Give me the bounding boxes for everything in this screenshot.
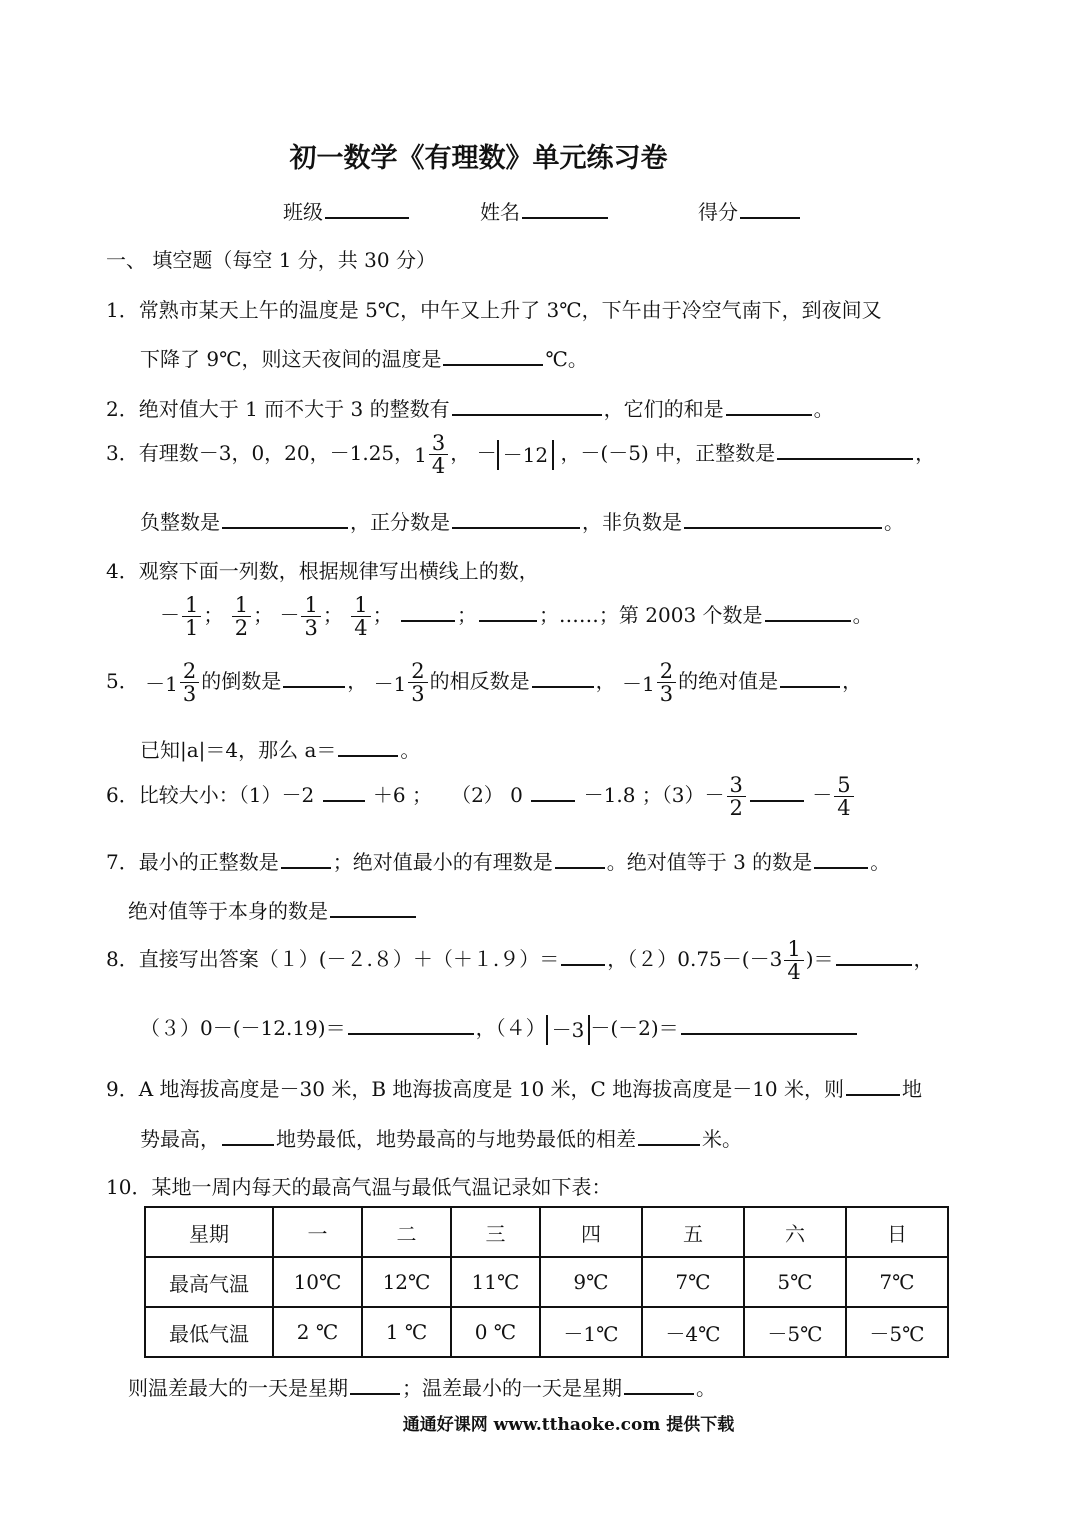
question-6: 6．比较大小：（1）－2 ＋6 ； （2） 0 －1.8 ；（3）－ $\frac{3}{2}$ － $\frac{5}{4}$ bbox=[106, 774, 856, 819]
answer-blank[interactable] bbox=[531, 782, 575, 802]
answer-blank[interactable] bbox=[814, 849, 868, 869]
question-7-line-1: 7．最小的正整数是 ；绝对值最小的有理数是 。绝对值等于 3 的数是 。 bbox=[106, 850, 891, 874]
table-row bbox=[145, 1307, 948, 1357]
answer-blank[interactable] bbox=[777, 440, 913, 460]
answer-blank[interactable] bbox=[281, 849, 331, 869]
table-cell: 5℃ bbox=[744, 1257, 846, 1307]
answer-blank[interactable] bbox=[401, 602, 455, 622]
mixed-number: 1 $\frac{3}{4}$ bbox=[414, 432, 450, 477]
answer-blank[interactable] bbox=[780, 668, 840, 688]
question-5-line-2: 已知|a|＝4，那么 a＝ 。 bbox=[140, 738, 421, 762]
answer-blank[interactable] bbox=[846, 1076, 900, 1096]
answer-blank[interactable] bbox=[348, 1015, 474, 1035]
answer-blank[interactable] bbox=[681, 1015, 857, 1035]
table-cell: －5℃ bbox=[744, 1307, 846, 1357]
table-cell: 9℃ bbox=[540, 1257, 642, 1307]
answer-blank[interactable] bbox=[638, 1126, 700, 1146]
question-1-line-1: 1．常熟市某天上午的温度是 5℃，中午又上升了 3℃，下午由于冷空气南下，到夜间又 bbox=[106, 298, 882, 322]
table-cell: 日 bbox=[846, 1207, 948, 1257]
table-cell: 二 bbox=[362, 1207, 451, 1257]
fraction: $\frac{1}{2}$ bbox=[232, 594, 251, 639]
mixed-number: －1 $\frac{2}{3}$ bbox=[622, 660, 678, 705]
table-cell: 11℃ bbox=[451, 1257, 540, 1307]
table-cell: 7℃ bbox=[846, 1257, 948, 1307]
answer-blank[interactable] bbox=[479, 602, 537, 622]
fraction: $\frac{1}{3}$ bbox=[301, 594, 320, 639]
answer-blank[interactable] bbox=[561, 946, 605, 966]
footer-credit: 通通好课网 www.tthaoke.com 提供下载 bbox=[402, 1415, 735, 1435]
question-10-line-2: 则温差最大的一天是星期 ；温差最小的一天是星期 。 bbox=[128, 1376, 716, 1400]
question-5-line-1: 5． －1 $\frac{2}{3}$ 的倒数是 ， －1 $\frac{2}{3}$ 的相反数是 ， －1 $\frac{2}{3}$ 的绝对值是 ， bbox=[106, 659, 863, 707]
table-cell: －1℃ bbox=[540, 1307, 642, 1357]
question-10-line-1: 10．某地一周内每天的最高气温与最低气温记录如下表： bbox=[106, 1175, 612, 1199]
mixed-number: －1 $\frac{2}{3}$ bbox=[145, 660, 201, 705]
answer-blank[interactable] bbox=[330, 898, 416, 918]
score-blank[interactable] bbox=[740, 199, 800, 219]
table-cell: 六 bbox=[744, 1207, 846, 1257]
answer-blank[interactable] bbox=[338, 737, 398, 757]
question-4-line-1: 4．观察下面一列数，根据规律写出横线上的数， bbox=[106, 559, 539, 583]
question-7-line-2: 绝对值等于本身的数是 bbox=[128, 895, 418, 924]
name-blank[interactable] bbox=[522, 199, 608, 219]
name-field: 姓名 bbox=[480, 196, 610, 225]
answer-blank[interactable] bbox=[452, 509, 580, 529]
answer-blank[interactable] bbox=[443, 346, 543, 366]
fraction: $\frac{3}{2}$ bbox=[727, 774, 746, 819]
question-3-line-2: 负整数是 ，正分数是 ，非负数是 。 bbox=[140, 510, 904, 534]
table-cell: －5℃ bbox=[846, 1307, 948, 1357]
question-9-line-2: 势最高， 地势最低，地势最高的与地势最低的相差 米。 bbox=[140, 1127, 742, 1151]
fraction: $\frac{1}{1}$ bbox=[182, 594, 201, 639]
answer-blank[interactable] bbox=[283, 668, 345, 688]
table-cell: 0 ℃ bbox=[451, 1307, 540, 1357]
answer-blank[interactable] bbox=[765, 602, 851, 622]
answer-blank[interactable] bbox=[836, 946, 912, 966]
answer-blank[interactable] bbox=[555, 849, 605, 869]
table-cell: 最低气温 bbox=[145, 1307, 273, 1357]
table-cell: 最高气温 bbox=[145, 1257, 273, 1307]
table-cell: 2 ℃ bbox=[273, 1307, 362, 1357]
question-3-line-1: 3．有理数－3，0，20，－1.25， 1 $\frac{3}{4}$ ， － －12 ，－(－5) 中，正整数是 ， bbox=[106, 431, 936, 479]
score-field: 得分 bbox=[698, 196, 802, 225]
fraction: $\frac{1}{4}$ bbox=[784, 938, 803, 983]
question-8-line-2: （３）0－(－12.19)＝ ，（４） －3 －(－2)＝ bbox=[140, 1012, 859, 1045]
question-2: 2．绝对值大于 1 而不大于 3 的整数有 ，它们的和是 。 bbox=[106, 397, 834, 421]
class-field: 班级 bbox=[283, 196, 411, 225]
question-4-sequence: － $\frac{1}{1}$ ； $\frac{1}{2}$ ； － $\frac{1}{3}$ ； $\frac{1}{4}$ ； ； ；……；第 2003 个数是 。 bbox=[160, 593, 873, 641]
table-row bbox=[145, 1257, 948, 1307]
table-cell: 四 bbox=[540, 1207, 642, 1257]
answer-blank[interactable] bbox=[532, 668, 594, 688]
page-title: 初一数学《有理数》单元练习卷 bbox=[289, 143, 668, 174]
answer-blank[interactable] bbox=[323, 782, 365, 802]
answer-blank[interactable] bbox=[452, 396, 602, 416]
answer-blank[interactable] bbox=[222, 1126, 274, 1146]
fraction: $\frac{1}{4}$ bbox=[351, 594, 370, 639]
question-9-line-1: 9．A 地海拔高度是－30 米，B 地海拔高度是 10 米，C 地海拔高度是－10 米，则 地 bbox=[106, 1077, 923, 1101]
table-cell: 星期 bbox=[145, 1207, 273, 1257]
table-cell: 12℃ bbox=[362, 1257, 451, 1307]
table-cell: －4℃ bbox=[642, 1307, 744, 1357]
absolute-value: －3 bbox=[546, 1015, 591, 1045]
mixed-number: －1 $\frac{2}{3}$ bbox=[374, 660, 430, 705]
class-blank[interactable] bbox=[325, 199, 409, 219]
absolute-value: －12 bbox=[497, 440, 554, 470]
table-cell: 1 ℃ bbox=[362, 1307, 451, 1357]
fraction: $\frac{5}{4}$ bbox=[834, 774, 853, 819]
temperature-table bbox=[144, 1206, 949, 1358]
table-cell: 五 bbox=[642, 1207, 744, 1257]
answer-blank[interactable] bbox=[750, 782, 804, 802]
table-cell: 7℃ bbox=[642, 1257, 744, 1307]
table-header-row bbox=[145, 1207, 948, 1257]
answer-blank[interactable] bbox=[726, 396, 812, 416]
table-cell: 10℃ bbox=[273, 1257, 362, 1307]
section-heading: 一、 填空题（每空 1 分，共 30 分） bbox=[106, 248, 436, 272]
question-1-line-2: 下降了 9℃，则这天夜间的温度是 ℃。 bbox=[140, 347, 588, 371]
question-8-line-1: 8．直接写出答案（１）(－２.８）＋（＋１.９）＝ ，（２）0.75－(－3 $\frac{1}{4}$ )＝ ， bbox=[106, 937, 934, 985]
answer-blank[interactable] bbox=[222, 509, 348, 529]
table-cell: 三 bbox=[451, 1207, 540, 1257]
answer-blank[interactable] bbox=[624, 1375, 694, 1395]
answer-blank[interactable] bbox=[350, 1375, 400, 1395]
table-cell: 一 bbox=[273, 1207, 362, 1257]
answer-blank[interactable] bbox=[684, 509, 882, 529]
